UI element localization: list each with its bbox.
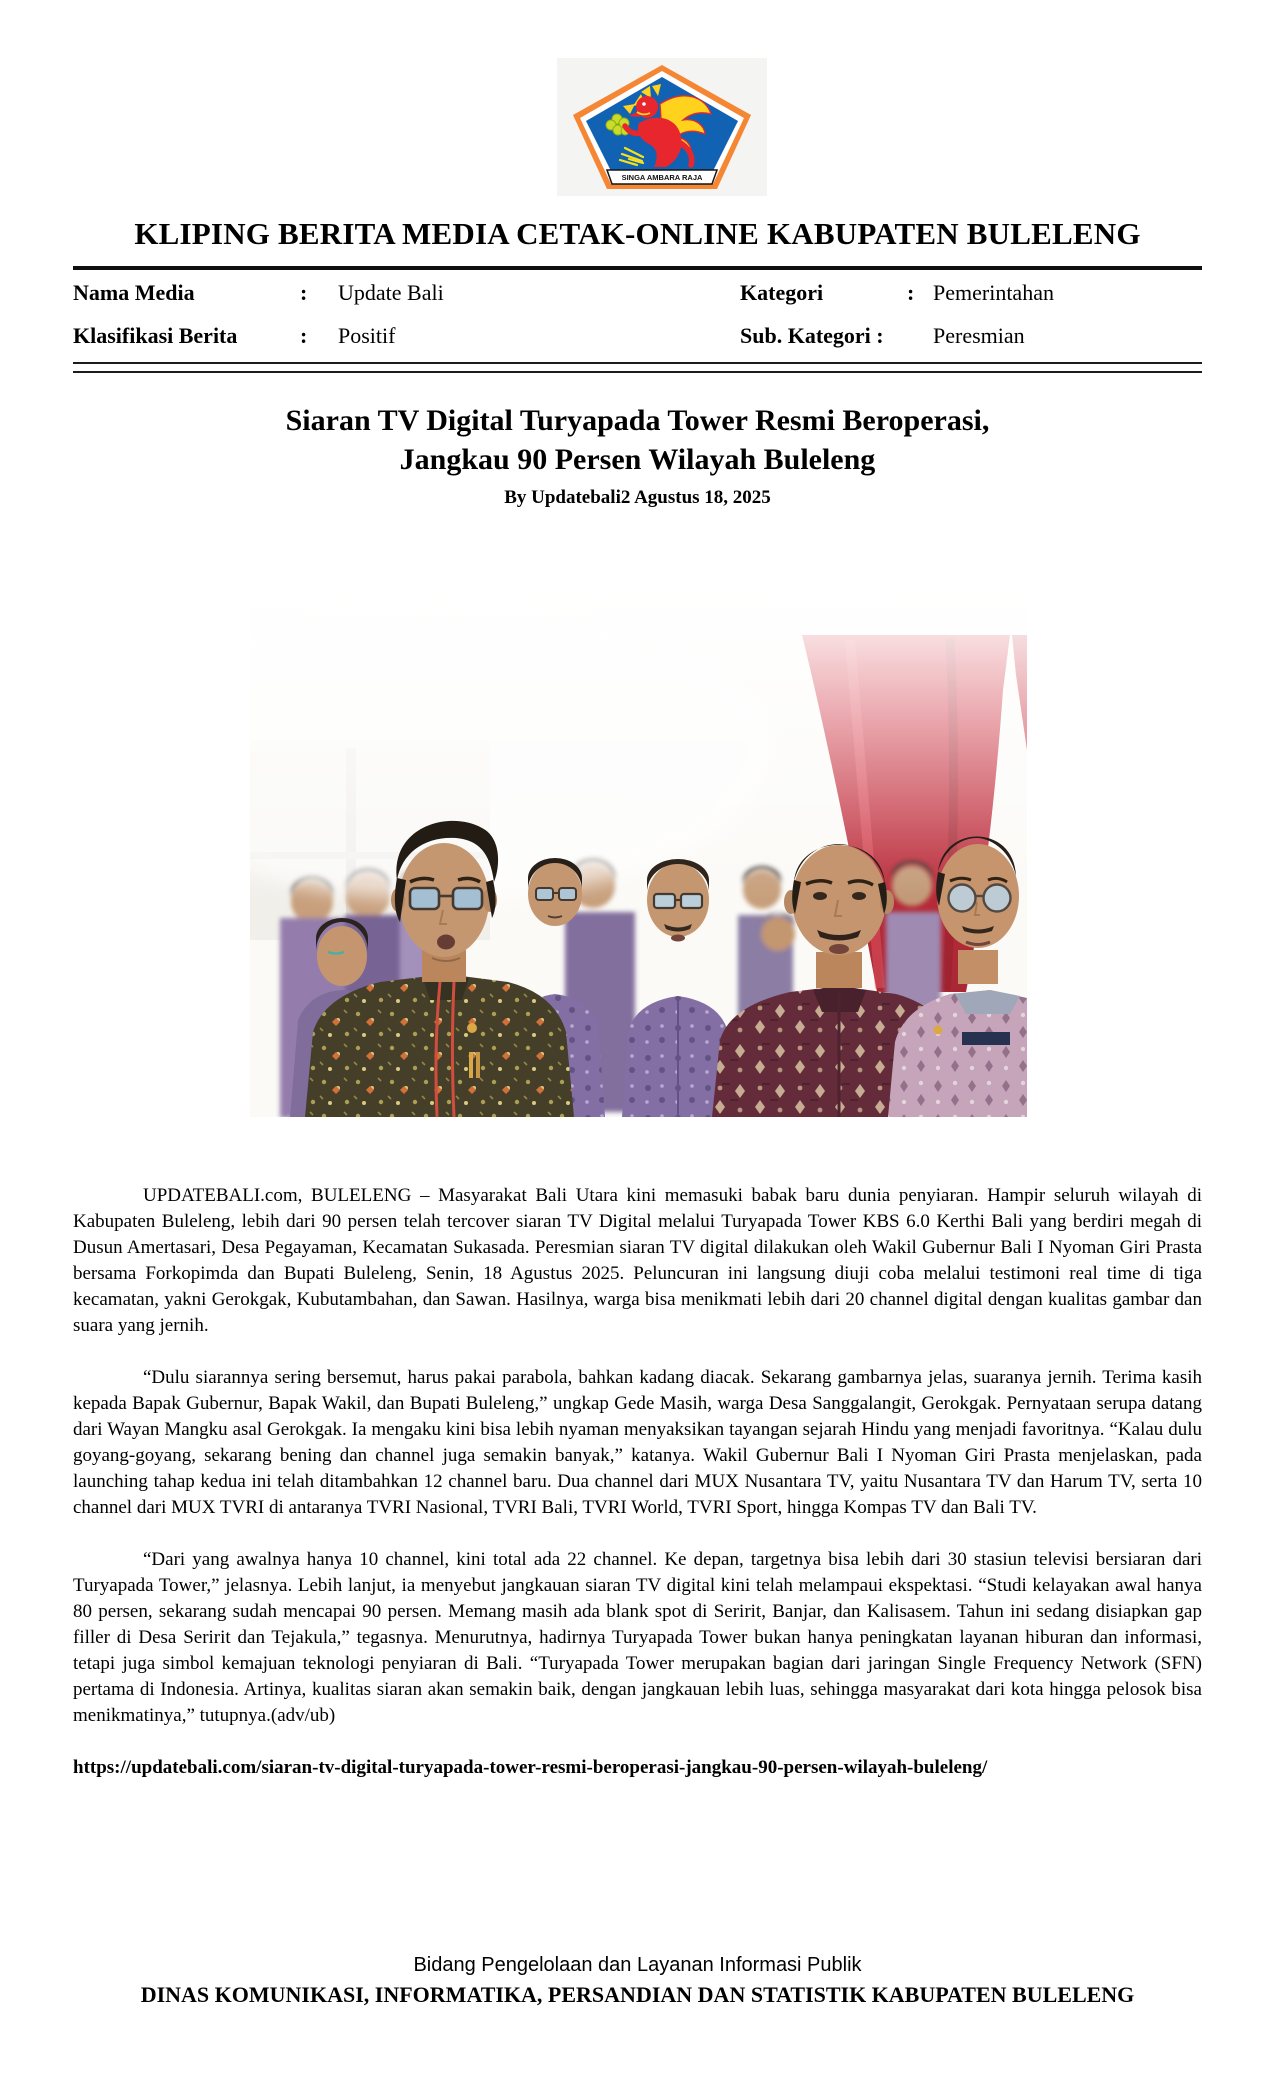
article-title-line1: Siaran TV Digital Turyapada Tower Resmi Beroperasi, bbox=[285, 404, 990, 437]
article-body bbox=[73, 1183, 1202, 1781]
article-paragraph-2: “Dulu siarannya sering bersemut, harus pakai parabola, bahkan kadang diacak. Sekarang gambarnya jelas, suaranya jernih. Terima kasih kepada Bapak Gubernur, Bapak Wakil, dan Bupati Buleleng,” ungkap Gede Masih, warga Desa Sanggalangit, Gerokgak. Pernyataan serupa datang dari Wayan Mangku asal Gerokgak. Ia mengaku kini bisa lebih nyaman menyaksikan tayangan sejarah Hindu yang menjadi favoritnya. “Kalau dulu goyang-goyang, sekarang bening dan channel juga semakin banyak,” katanya. Wakil Gubernur Bali I Nyoman Giri Prasta menjelaskan, pada launching tahap kedua ini telah ditambahkan 12 channel baru. Dua channel dari MUX Nusantara TV, yaitu Nusantara TV dan Harum TV, serta 10 channel dari MUX TVRI di antaranya TVRI Nasional, TVRI Bali, TVRI World, TVRI Sport, hingga Kompas TV dan Bali TV. bbox=[73, 1367, 1202, 1518]
singa-ambara-raja-crest-icon bbox=[567, 62, 757, 192]
meta-label-kategori: Kategori bbox=[740, 280, 824, 305]
source-url: https://updatebali.com/siaran-tv-digital-turyapada-tower-resmi-beroperasi-jangkau-90-persen-wilayah-buleleng/ bbox=[73, 1757, 988, 1778]
meta-colon: : bbox=[300, 280, 308, 305]
meta-value-kategori: Pemerintahan bbox=[933, 280, 1054, 305]
meta-label-nama-media: Nama Media bbox=[73, 280, 195, 305]
crest-banner-text: SINGA AMBARA RAJA bbox=[621, 173, 703, 182]
article-photo bbox=[250, 600, 1027, 1117]
article-title bbox=[0, 401, 1275, 479]
meta-label-klasifikasi: Klasifikasi Berita bbox=[73, 323, 238, 348]
meta-label-sub-kategori: Sub. Kategori : bbox=[740, 323, 884, 348]
meta-colon: : bbox=[300, 323, 308, 348]
meta-value-klasifikasi: Positif bbox=[338, 323, 396, 348]
buleleng-crest-logo bbox=[557, 58, 767, 196]
article-byline: By Updatebali2 Agustus 18, 2025 bbox=[504, 487, 771, 508]
meta-row bbox=[73, 280, 1202, 323]
article-title-line2: Jangkau 90 Persen Wilayah Buleleng bbox=[399, 443, 876, 476]
article-paragraph-3: “Dari yang awalnya hanya 10 channel, kini total ada 22 channel. Ke depan, targetnya bisa lebih dari 30 stasiun televisi bersiaran dari Turyapada Tower,” jelasnya. Lebih lanjut, ia menyebut jangkauan siaran TV digital kini telah melampaui ekspektasi. “Studi kelayakan awal hanya 80 persen, sekarang sudah mencapai 90 persen. Memang masih ada blank spot di Seririt, Banjar, dan Kalisasem. Tahun ini sedang disiapkan gap filler di Desa Seririt dan Tejakula,” tegasnya. Menurutnya, hadirnya Turyapada Tower bukan hanya peningkatan layanan hiburan dan informasi, tetapi juga simbol kemajuan teknologi penyiaran di Bali. “Turyapada Tower merupakan bagian dari jaringan Single Frequency Network (SFN) pertama di Indonesia. Artinya, kualitas siaran akan semakin baik, dengan jangkauan lebih luas, sehingga masyarakat dari kota hingga pelosok bisa menikmatinya,” tutupnya.(adv/ub) bbox=[73, 1549, 1202, 1726]
header-rule-double bbox=[73, 362, 1202, 373]
footer-dinas-line: DINAS KOMUNIKASI, INFORMATIKA, PERSANDIAN DAN STATISTIK KABUPATEN BULELENG bbox=[140, 1982, 1135, 2007]
document-footer bbox=[0, 1954, 1275, 2008]
kliping-header-title: KLIPING BERITA MEDIA CETAK-ONLINE KABUPATEN BULELENG bbox=[134, 216, 1141, 251]
footer-bidang-line: Bidang Pengelolaan dan Layanan Informasi Publik bbox=[413, 1954, 862, 1976]
media-meta-table bbox=[73, 280, 1202, 366]
meta-value-sub-kategori: Peresmian bbox=[933, 323, 1025, 348]
header-rule-thick bbox=[73, 266, 1202, 270]
meta-row bbox=[73, 323, 1202, 366]
event-photo-illustration bbox=[250, 600, 1027, 1117]
meta-colon: : bbox=[907, 280, 915, 305]
article-paragraph-1: UPDATEBALI.com, BULELENG – Masyarakat Bali Utara kini memasuki babak baru dunia penyiaran. Hampir seluruh wilayah di Kabupaten Buleleng, lebih dari 90 persen telah tercover siaran TV Digital melalui Turyapada Tower KBS 6.0 Kerthi Bali yang berdiri megah di Dusun Amertasari, Desa Pegayaman, Kecamatan Sukasada. Peresmian siaran TV digital dilakukan oleh Wakil Gubernur Bali I Nyoman Giri Prasta bersama Forkopimda dan Bupati Buleleng, Senin, 18 Agustus 2025. Peluncuran ini langsung diuji coba melalui testimoni real time di tiga kecamatan, yakni Gerokgak, Kubutambahan, dan Sawan. Hasilnya, warga bisa menikmati lebih dari 20 channel digital dengan kualitas gambar dan suara yang jernih. bbox=[73, 1185, 1202, 1336]
meta-value-nama-media: Update Bali bbox=[338, 280, 444, 305]
